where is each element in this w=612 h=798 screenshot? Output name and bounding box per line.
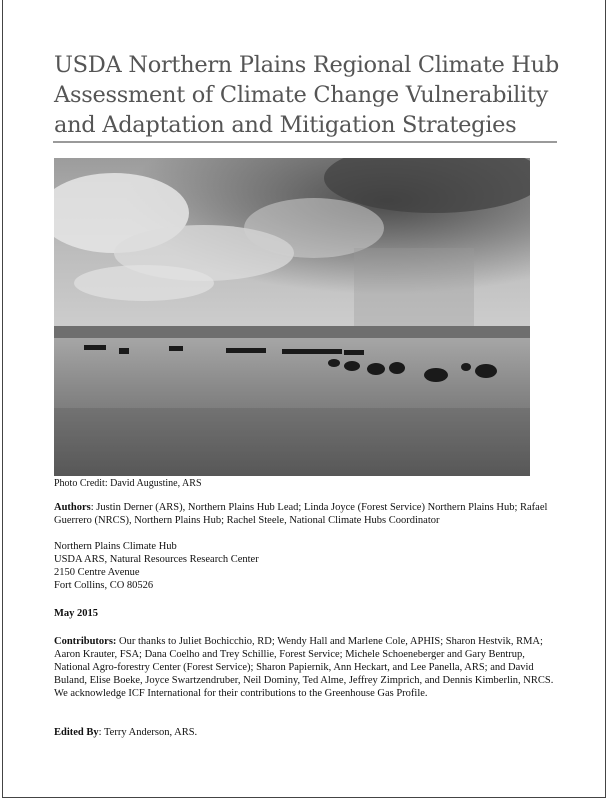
cattle [389,362,405,374]
cattle [119,348,129,354]
cattle [84,345,106,350]
cattle [344,350,364,355]
cattle [344,361,360,371]
title-line-1: USDA Northern Plains Regional Climate Hub [54,52,559,78]
authors-paragraph [54,501,554,527]
horizon-hills [54,326,530,340]
address-line-1: Northern Plains Climate Hub [54,541,177,552]
contributors-text: Our thanks to Juliet Bochicchio, RD; Wendy Hall and Marlene Cole, APHIS; Sharon Hestvik, RMA; Aaron Krauter, FSA; Dana Coelho and Trey Schillie, Forest Service; Michele Schoeneberger and Gary Bentrup, National Agro-forestry Center (Forest Service); Sharon Papiernik, Ann Heckart, and Lee Panella, ARS; and David Buland, Elise Boeke, Joyce Swartzendruber, Neil Dominy, Ted Alme, Jeffrey Zimprich, and Dennis Kimberlin, NRCS. We acknowledge ICF International for their contributions to the Greenhouse Gas Profile. [54,636,554,699]
rain-shaft [354,248,474,328]
contributors-paragraph [54,635,554,700]
cattle [226,348,266,353]
authors-text: : Justin Derner (ARS), Northern Plains Hub Lead; Linda Joyce (Forest Service) Northern Plains Hub; Rafael Guerrero (NRCS), Northern Plains Hub; Rachel Steele, National Climate Hubs Coordinator [54,502,548,526]
title-line-2: Assessment of Climate Change Vulnerability [54,82,549,108]
cattle [461,363,471,371]
cloud [74,265,214,301]
title-line-3: and Adaptation and Mitigation Strategies [54,112,517,138]
address-block [54,540,554,592]
cattle [475,364,497,378]
address-line-4: Fort Collins, CO 80526 [54,580,154,591]
cover-photo [54,158,530,476]
document-title [54,50,564,140]
cattle [169,346,183,351]
photo-credit: Photo Credit: David Augustine, ARS [54,478,202,489]
foreground-grass [54,408,530,476]
authors-label: Authors [54,502,91,513]
address-line-3: 2150 Centre Avenue [54,567,140,578]
cattle [328,359,340,367]
contributors-label: Contributors: [54,636,117,647]
cattle [367,363,385,375]
address-line-2: USDA ARS, Natural Resources Research Center [54,554,259,565]
cattle [424,368,448,382]
title-divider [53,141,557,143]
edited-by-label: Edited By [54,727,99,738]
cattle [282,349,342,354]
edited-by-paragraph [54,726,554,739]
publication-date: May 2015 [54,608,99,619]
edited-by-text: : Terry Anderson, ARS. [98,727,198,738]
prairie-cattle-image [54,158,530,476]
